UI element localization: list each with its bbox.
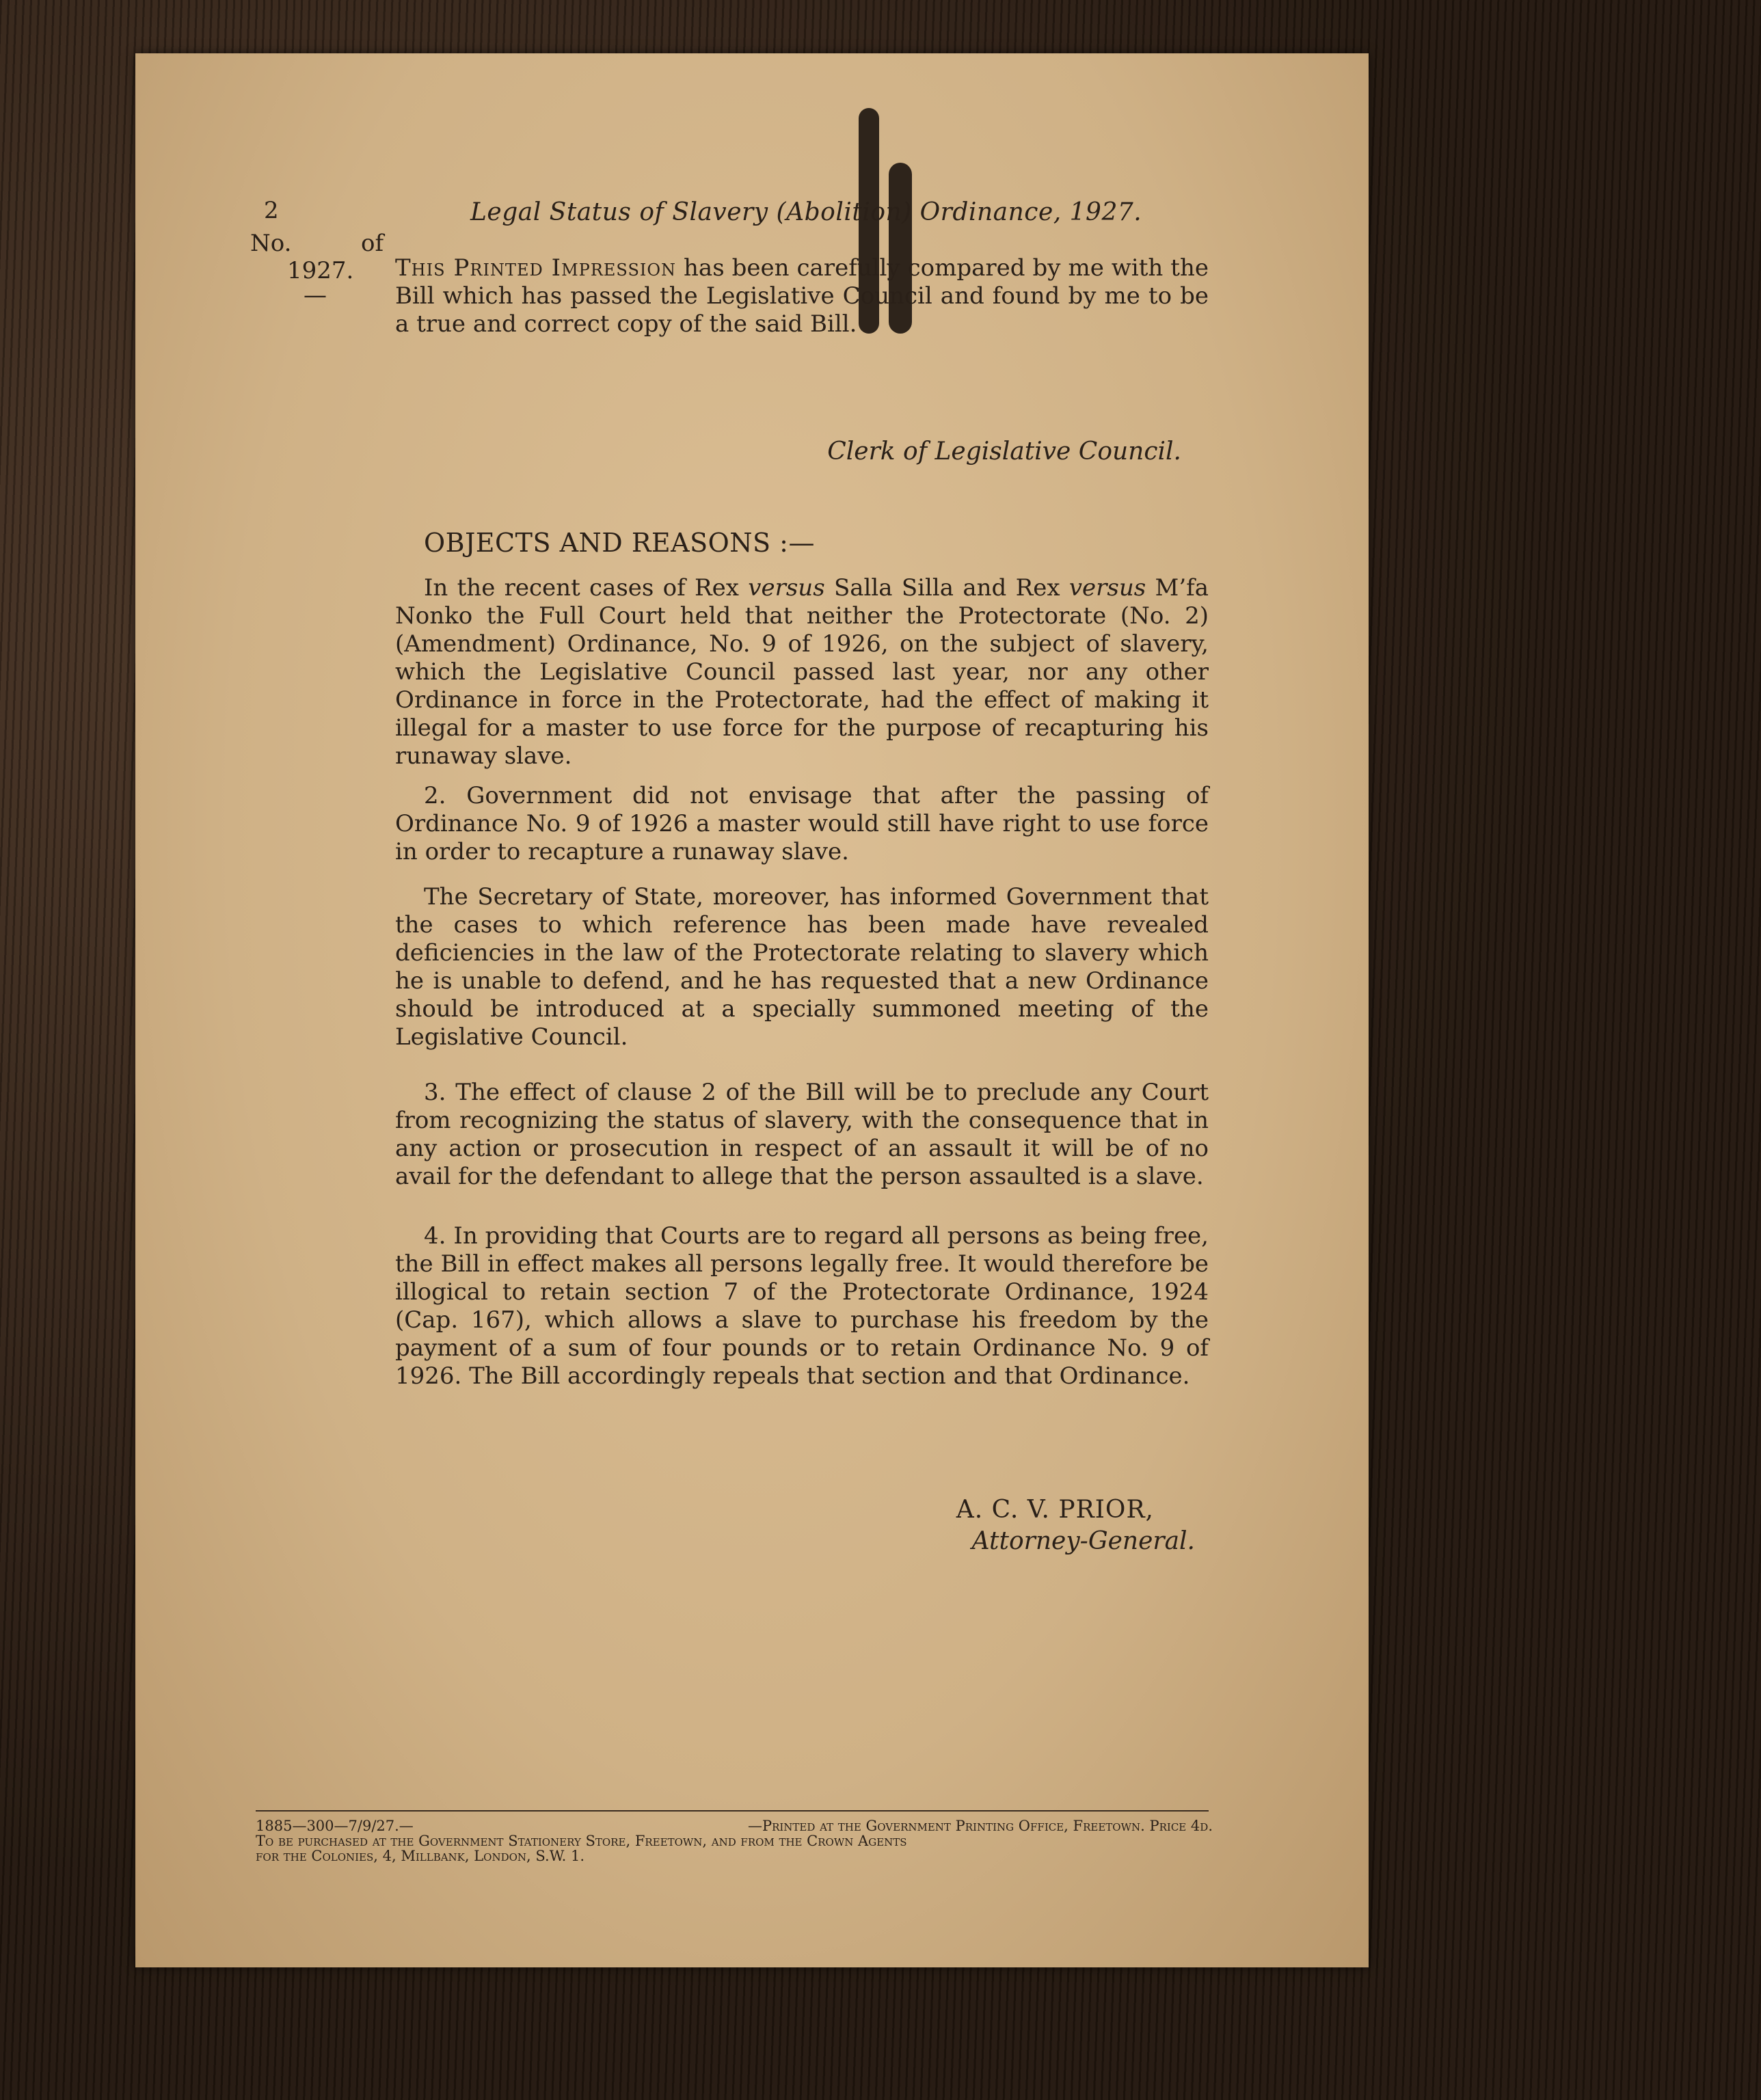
certificate-text: has been carefully compared by me with the Bill which has passed the Legislative Council and found by me to be a true and correct copy of the said Bill.	[395, 254, 1209, 338]
clerk-signatory: Clerk of Legislative Council.	[827, 438, 1181, 466]
imprint-line-1	[256, 1818, 1213, 1833]
footer-rule	[256, 1810, 1209, 1812]
printer-imprint	[256, 1818, 1213, 1863]
ordinance-year: 1927.	[287, 257, 354, 284]
certificate-paragraph	[395, 254, 1209, 338]
p1-part-a: In the recent cases of Rex	[424, 574, 749, 602]
p1-part-c: M’fa Nonko the Full Court held that neither the Protectorate (No. 2) (Amendment) Ordinance, No. 9 of 1926, on the subject of slavery, which the Legislative Council passed last year, nor any other Ordinance in force in the Protectorate, had the effect of making it illegal for a master to use force for the purpose of recapturing his runaway slave.	[395, 574, 1209, 770]
imprint-line-3: for the Colonies, 4, Millbank, London, S.W. 1.	[256, 1848, 585, 1864]
certificate-lead: This Printed Impression	[395, 254, 677, 282]
running-title: Legal Status of Slavery (Abolition) Ordinance, 1927.	[470, 198, 1142, 226]
margin-dash: —	[304, 282, 327, 309]
objects-paragraph-1	[395, 574, 1209, 770]
signature-name: A. C. V. PRIOR,	[956, 1496, 1154, 1524]
p1-versus-1: versus	[748, 574, 825, 602]
objects-heading: OBJECTS AND REASONS :—	[424, 528, 815, 558]
objects-paragraph-3: The Secretary of State, moreover, has informed Government that the cases to which reference has been made have revealed deficiencies in the law of the Protectorate relating to slavery which he is unable to defend, and he has requested that a new Ordinance should be introduced at a specially summoned meeting of the Legislative Council.	[395, 883, 1209, 1051]
objects-paragraph-2: 2. Government did not envisage that after the passing of Ordinance No. 9 of 1926 a master would still have right to use force in order to recapture a runaway slave.	[395, 782, 1209, 865]
imprint-code: 1885—300—7/9/27.—	[256, 1818, 414, 1834]
objects-paragraph-5: 4. In providing that Courts are to regard all persons as being free, the Bill in effect makes all persons legally free. It would therefore be illogical to retain section 7 of the Protectorate Ordinance, 1924 (Cap. 167), which allows a slave to purchase his freedom by the payment of a sum of four pounds or to retain Ordinance No. 9 of 1926. The Bill accordingly repeals that section and that Ordinance.	[395, 1222, 1209, 1390]
imprint-printed: —Printed at the Government Printing Office, Freetown. Price 4d.	[747, 1818, 1213, 1834]
p1-part-b: Salla Silla and Rex	[824, 574, 1069, 602]
ordinance-no-label: No.	[250, 230, 292, 257]
objects-paragraph-4: 3. The effect of clause 2 of the Bill will be to preclude any Court from recognizing the status of slavery, with the consequence that in any action or prosecution in respect of an assault it will be of no avail for the defendant to allege that the person assaulted is a slave.	[395, 1079, 1209, 1190]
signature-title: Attorney-General.	[971, 1527, 1195, 1555]
page-number: 2	[264, 197, 279, 224]
imprint-line-2: To be purchased at the Government Stationery Store, Freetown, and from the Crown Agents	[256, 1833, 907, 1849]
ordinance-of-label: of	[361, 230, 384, 257]
p1-versus-2: versus	[1068, 574, 1146, 602]
document-page	[135, 53, 1369, 1967]
